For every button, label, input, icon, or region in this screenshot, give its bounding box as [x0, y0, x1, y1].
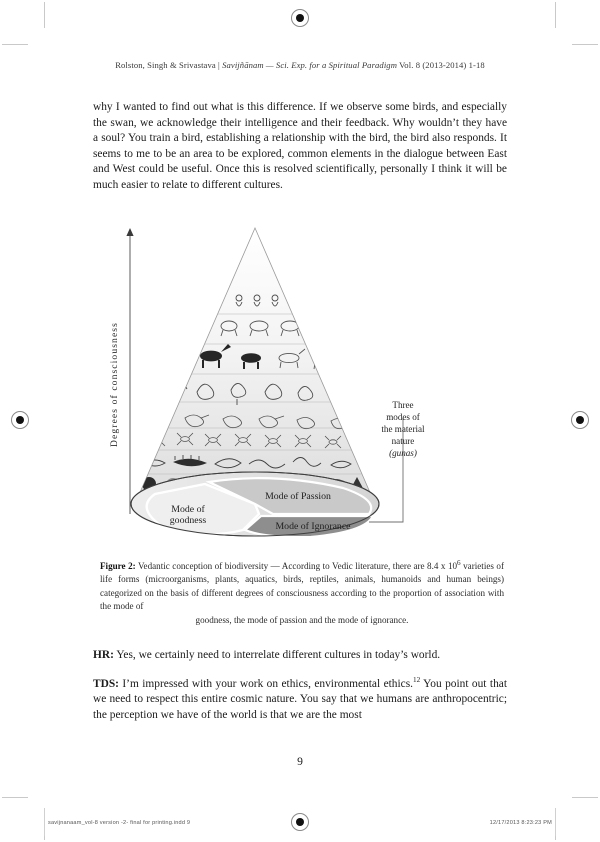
paragraph-hr [93, 648, 507, 664]
running-head-journal: Savijñānam — Sci. Exp. for a Spiritual Paradigm [222, 60, 398, 70]
caption-exponent: 6 [457, 558, 461, 567]
running-head-volume: Vol. 8 (2013-2014) 1-18 [397, 60, 485, 70]
body-text-bottom [93, 648, 507, 736]
crop-mark-top-right-vertical [555, 2, 556, 28]
label-mode-of-goodness-line1: Mode of [171, 504, 205, 515]
paragraph-tds-text-b: You point out that we need to respect this entire cosmic nature. You say that we humans are anthropocentric; the perception we have of the world is that we are the most [93, 677, 507, 721]
figure-2-graphic [93, 222, 507, 544]
footnote-marker-12: 12 [412, 675, 421, 684]
caption-text-a: Vedantic conception of biodiversity — According to Vedic literature, there are 8.4 x 10 [135, 561, 458, 571]
paragraph-hr-text: Yes, we certainly need to interrelate different cultures in today’s world. [113, 649, 441, 661]
trim-rule-right [555, 808, 556, 836]
registration-mark-bottom-icon [291, 813, 309, 831]
paragraph-opening: why I wanted to find out what is this difference. If we observe some birds, and especially the swan, we acknowledge their intelligence and their feedback. Why wouldn’t they have a soul? You train a bird, establishing a relationship with the bird, the bird also responds. It seems to me to be an area to be explored, common elements in the dialogue between East and West could be useful. Once this is resolved scientifically, personally I think it will be much easier to relate to different cultures. [93, 101, 507, 191]
label-mode-of-goodness-line2: goodness [169, 515, 207, 526]
caption-label: Figure 2: [100, 561, 136, 571]
running-head [0, 60, 600, 70]
body-text-top [93, 100, 507, 194]
axis-label-degrees-of-consciousness: Degrees of consciousness [109, 322, 120, 447]
degrees-axis [126, 228, 133, 514]
trim-rule-left [44, 808, 45, 836]
crop-mark-bottom-right-horizontal [572, 797, 598, 798]
figure-2 [93, 222, 507, 544]
label-mode-of-passion: Mode of Passion [265, 491, 331, 502]
speaker-hr: HR: [93, 649, 114, 661]
crop-mark-top-left-vertical [44, 2, 45, 28]
running-head-separator: | [215, 60, 223, 70]
label-mode-of-ignorance: Mode of Ignorance [275, 521, 351, 532]
paragraph-tds [93, 677, 507, 724]
paragraph-tds-text-a: I’m impressed with your work on ethics, environmental ethics. [118, 677, 413, 690]
running-head-authors: Rolston, Singh & Srivastava [115, 60, 216, 70]
crop-mark-top-left-horizontal [2, 44, 28, 45]
caption-text-c: goodness, the mode of passion and the mode of ignorance. [195, 614, 409, 625]
registration-mark-left-icon [11, 411, 29, 429]
footer-timestamp: 12/17/2013 8:23:23 PM [489, 820, 552, 826]
page-number: 9 [297, 755, 303, 768]
crop-mark-top-right-horizontal [572, 44, 598, 45]
side-label-line-4: nature [391, 436, 415, 446]
registration-mark-right-icon [571, 411, 589, 429]
cone-body [135, 228, 375, 504]
side-label-line-1: Three [392, 400, 414, 410]
side-label-line-3: the material [381, 424, 425, 434]
caption-text-b: varieties of life forms (microorganisms, plants, aquatics, birds, reptiles, animals, humanoids and human beings) categorized on the basis of different degrees of consciousness according to the proportion of association with the mode of [100, 561, 504, 612]
figure-caption [100, 560, 504, 627]
registration-mark-top-icon [291, 9, 309, 27]
side-label-line-2: modes of [386, 412, 420, 422]
speaker-tds: TDS: [93, 677, 119, 690]
footer-file-slug: savijnanaam_vol-8 version -2- final for printing.indd 9 [48, 820, 191, 826]
crop-mark-bottom-left-horizontal [2, 797, 28, 798]
side-label-gunas: (gunas) [389, 448, 417, 458]
